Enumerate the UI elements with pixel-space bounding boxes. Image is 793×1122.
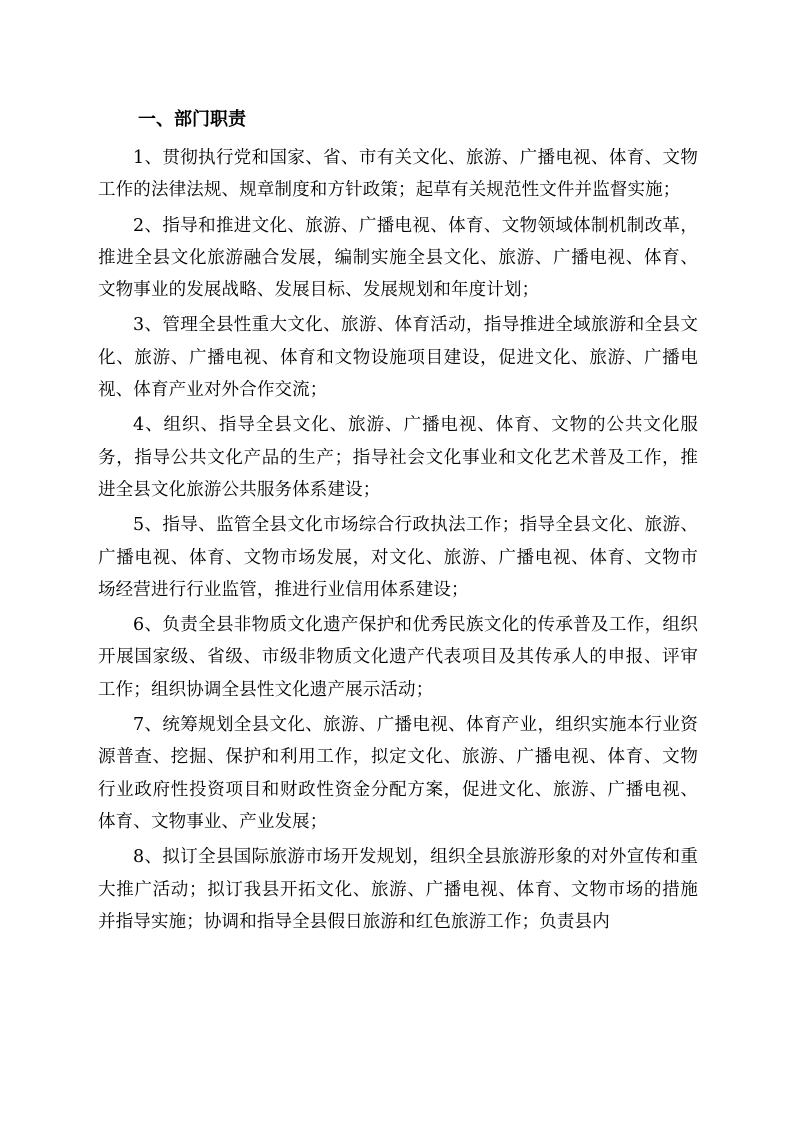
section-heading: 一、部门职责 — [138, 109, 246, 130]
paragraph-duty-1: 1、贯彻执行党和国家、省、市有关文化、旅游、广播电视、体育、文物工作的法律法规、规章制度和方针政策；起草有关规范性文件并监督实施； — [98, 148, 698, 201]
paragraph-duty-7: 7、统筹规划全县文化、旅游、广播电视、体育产业，组织实施本行业资源普查、挖掘、保护和利用工作，拟定文化、旅游、广播电视、体育、文物行业政府性投资项目和财政性资金分配方案，促进文化、旅游、广播电视、体育、文物事业、产业发展； — [98, 715, 698, 832]
paragraph-duty-6: 6、负责全县非物质文化遗产保护和优秀民族文化的传承普及工作，组织开展国家级、省级、市级非物质文化遗产代表项目及其传承人的申报、评审工作；组织协调全县性文化遗产展示活动； — [98, 615, 698, 700]
paragraph-duty-8: 8、拟订全县国际旅游市场开发规划，组织全县旅游形象的对外宣传和重大推广活动；拟订我县开拓文化、旅游、广播电视、体育、文物市场的措施并指导实施；协调和指导全县假日旅游和红色旅游工作；负责县内 — [98, 847, 698, 932]
paragraph-duty-4: 4、组织、指导全县文化、旅游、广播电视、体育、文物的公共文化服务，指导公共文化产品的生产；指导社会文化事业和文化艺术普及工作，推进全县文化旅游公共服务体系建设； — [98, 415, 698, 500]
paragraph-duty-3: 3、管理全县性重大文化、旅游、体育活动，指导推进全域旅游和全县文化、旅游、广播电视、体育和文物设施项目建设，促进文化、旅游、广播电视、体育产业对外合作交流； — [98, 315, 698, 401]
paragraph-duty-5: 5、指导、监管全县文化市场综合行政执法工作；指导全县文化、旅游、广播电视、体育、文物市场发展，对文化、旅游、广播电视、体育、文物市场经营进行行业监管，推进行业信用体系建设； — [98, 515, 698, 600]
paragraph-duty-2: 2、指导和推进文化、旅游、广播电视、体育、文物领域体制机制改革，推进全县文化旅游融合发展，编制实施全县文化、旅游、广播电视、体育、文物事业的发展战略、发展目标、发展规划和年度计划； — [98, 215, 698, 301]
document-body — [98, 104, 698, 941]
